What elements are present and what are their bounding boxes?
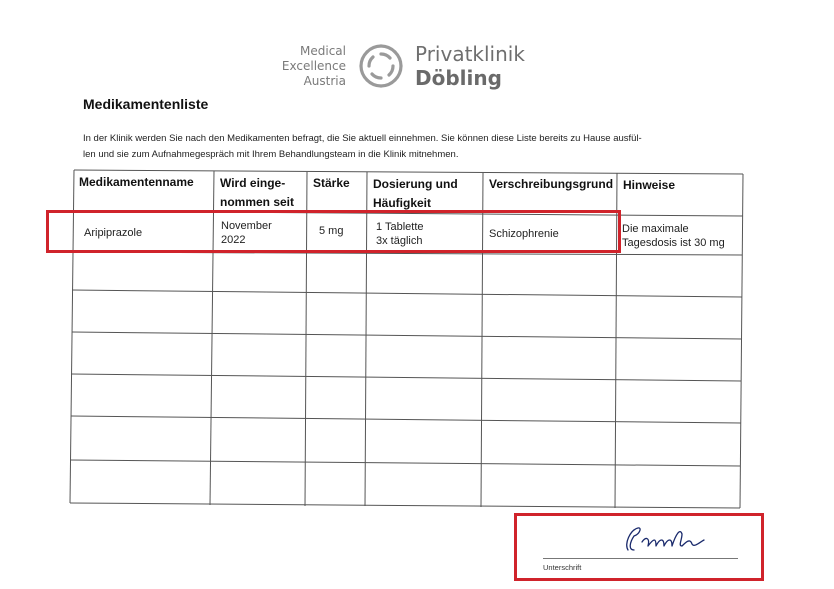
intro-line: In der Klinik werden Sie nach den Medikamenten befragt, die Sie aktuell einnehmen. Sie können diese Liste bereits zu Hause ausfül- xyxy=(83,133,642,144)
cell-reason: Schizophrenie xyxy=(489,228,559,240)
header-notes xyxy=(623,176,675,195)
page-title: Medikamentenliste xyxy=(83,96,209,112)
cell-line: November xyxy=(221,220,272,232)
header-text: Hinweise xyxy=(623,178,676,192)
header-reason xyxy=(489,175,613,194)
clinic-name-line1: Privatklinik xyxy=(415,42,525,66)
header-text: Stärke xyxy=(313,176,350,190)
cell-line: 2022 xyxy=(221,234,246,246)
cell-line: Tagesdosis ist 30 mg xyxy=(622,237,725,249)
signature-line xyxy=(543,558,738,559)
intro-text xyxy=(83,131,733,163)
signature-label: Unterschrift xyxy=(543,563,582,572)
header-text: Dosierung und xyxy=(373,177,458,191)
cell-line: 3x täglich xyxy=(376,235,423,247)
cell-medication-name: Aripiprazole xyxy=(84,227,143,239)
clinic-logo-icon xyxy=(355,40,407,92)
logo-tagline-line: Austria xyxy=(303,74,346,88)
header-taken-since xyxy=(220,174,294,212)
clinic-name xyxy=(415,42,525,90)
intro-line: len und sie zum Aufnahmegespräch mit Ihrem Behandlungsteam in die Klinik mitnehmen. xyxy=(83,149,459,160)
cell-strength: 5 mg xyxy=(319,225,344,237)
clinic-name-line2: Döbling xyxy=(415,66,502,90)
header-medication-name xyxy=(79,173,194,192)
header-text: Häufigkeit xyxy=(373,196,432,210)
logo-tagline xyxy=(262,44,346,89)
logo-tagline-line: Medical xyxy=(300,44,346,58)
header-text: Verschreibungsgrund xyxy=(489,177,614,191)
cell-line: Die maximale xyxy=(622,223,689,235)
cell-notes xyxy=(622,222,725,250)
header-dosage xyxy=(373,175,458,213)
handwritten-signature xyxy=(620,520,720,556)
header-text: Wird einge- xyxy=(220,176,286,190)
logo-tagline-line: Excellence xyxy=(281,59,346,73)
highlight-medication-row xyxy=(46,210,621,253)
header-text: nommen seit xyxy=(220,195,295,209)
header-text: Medikamentenname xyxy=(79,175,194,189)
cell-line: 1 Tablette xyxy=(376,221,424,233)
header-strength xyxy=(313,174,350,193)
